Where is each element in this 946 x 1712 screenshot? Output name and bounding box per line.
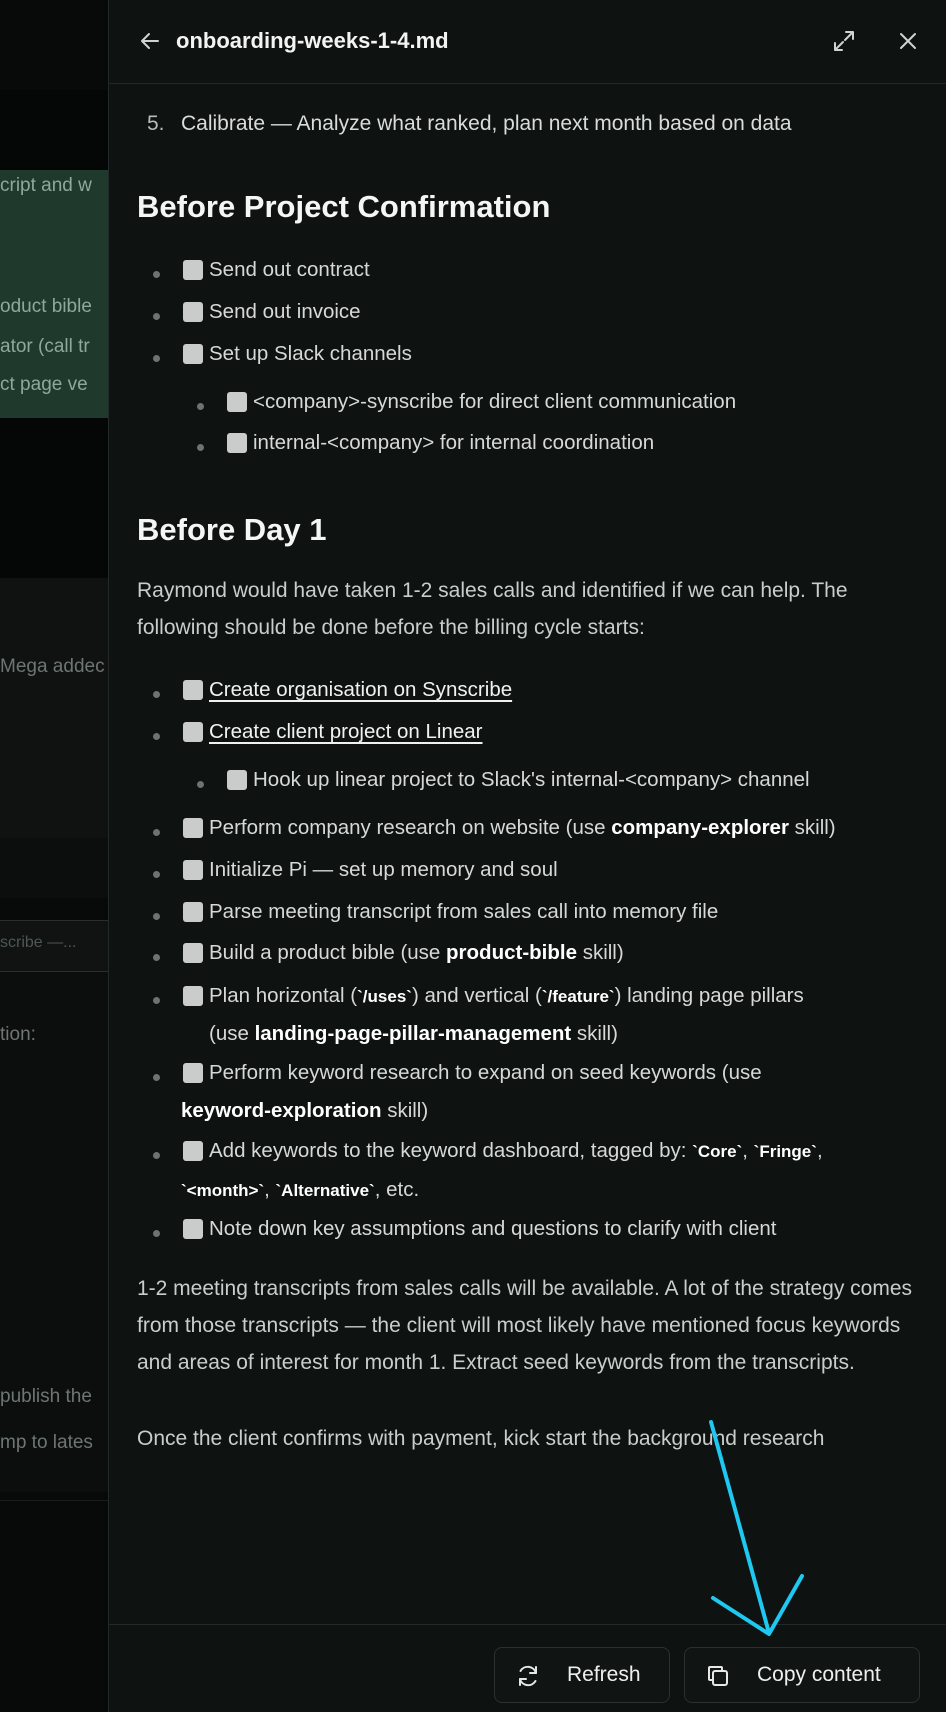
text-part: ,	[816, 1139, 823, 1162]
bg-fragment: ct page ve	[0, 374, 88, 395]
skill-name: landing-page-pillar-management	[254, 1022, 572, 1045]
item-text	[209, 984, 804, 1008]
intro-paragraph: Raymond would have taken 1-2 sales calls and identified if we can help. The following should be done before the billing cycle starts:	[137, 579, 848, 639]
background-app	[0, 0, 110, 1712]
item-text: Send out invoice	[209, 300, 361, 323]
bullet	[197, 403, 204, 410]
list-number: 5.	[147, 112, 165, 135]
text-part: ,	[264, 1178, 276, 1201]
item-text	[181, 1099, 428, 1123]
checkbox[interactable]	[183, 986, 203, 1006]
panel-header	[109, 0, 946, 84]
bg-section	[0, 838, 110, 898]
skill-name: company-explorer	[611, 816, 789, 839]
refresh-button[interactable]	[494, 1647, 670, 1703]
close-icon	[895, 28, 921, 54]
inline-code: `Core`	[692, 1142, 743, 1161]
checkbox[interactable]	[183, 1141, 203, 1161]
refresh-icon	[515, 1663, 541, 1689]
expand-button[interactable]	[831, 28, 857, 54]
text-part: skill)	[571, 1022, 618, 1045]
bg-fragment: tion:	[0, 1024, 36, 1045]
bg-fragment: scribe —...	[0, 934, 77, 951]
bg-fragment: oduct bible	[0, 296, 92, 317]
item-text: Set up Slack channels	[209, 342, 412, 365]
bg-fragment: publish the	[0, 1386, 92, 1407]
inline-code: `/uses`	[357, 987, 412, 1006]
item-text	[209, 816, 836, 840]
expand-icon	[831, 28, 857, 54]
section-heading: Before Project Confirmation	[137, 189, 551, 224]
checkbox[interactable]	[183, 1219, 203, 1239]
bg-section	[0, 1500, 110, 1540]
refresh-label: Refresh	[567, 1663, 641, 1686]
skill-name: product-bible	[446, 941, 577, 964]
bullet	[153, 913, 160, 920]
item-text: Note down key assumptions and questions to clarify with client	[209, 1217, 777, 1240]
body-paragraph: 1-2 meeting transcripts from sales calls will be available. A lot of the strategy comes from those transcripts — the client will most likely have mentioned focus keywords and areas of interest for month 1. Extract seed keywords from the transcripts.	[137, 1277, 913, 1374]
bullet	[197, 444, 204, 451]
item-text: Initialize Pi — set up memory and soul	[209, 858, 558, 881]
item-text: internal-<company> for internal coordination	[253, 431, 655, 454]
markdown-content[interactable]	[137, 84, 937, 1624]
text-part: Plan horizontal (	[209, 984, 358, 1007]
bullet	[153, 733, 160, 740]
body-paragraph: Once the client confirms with payment, kick start the background research	[137, 1427, 825, 1450]
copy-content-button[interactable]	[684, 1647, 920, 1703]
text-part: , etc.	[374, 1178, 420, 1201]
text-part: ) landing page pillars	[614, 984, 804, 1007]
item-text	[209, 941, 624, 965]
bullet	[153, 829, 160, 836]
skill-name: keyword-exploration	[181, 1099, 382, 1122]
checkbox[interactable]	[183, 818, 203, 838]
checkbox[interactable]	[183, 260, 203, 280]
checkbox[interactable]	[183, 344, 203, 364]
bullet	[153, 1074, 160, 1081]
text-part: skill)	[577, 941, 624, 964]
checkbox[interactable]	[227, 770, 247, 790]
text-part: skill)	[788, 816, 836, 839]
checkbox[interactable]	[183, 722, 203, 742]
bullet	[153, 1152, 160, 1159]
item-text: Hook up linear project to Slack's internal-<company> channel	[253, 768, 810, 791]
bullet	[153, 691, 160, 698]
item-text: <company>-synscribe for direct client communication	[253, 390, 737, 413]
checkbox[interactable]	[183, 943, 203, 963]
file-title: onboarding-weeks-1-4.md	[176, 28, 449, 53]
copy-icon	[705, 1663, 731, 1689]
text-part: Add keywords to the keyword dashboard, tagged by:	[209, 1139, 693, 1162]
checkbox[interactable]	[183, 302, 203, 322]
bullet	[153, 871, 160, 878]
item-text: Perform keyword research to expand on seed keywords (use	[209, 1061, 762, 1084]
text-part: ) and vertical (	[411, 984, 542, 1007]
bg-section	[0, 972, 110, 1492]
bullet	[153, 355, 160, 362]
item-text: Send out contract	[209, 258, 370, 281]
file-preview-panel	[108, 0, 946, 1712]
inline-code: `Alternative`	[275, 1181, 375, 1200]
bg-fragment: ator (call tr	[0, 336, 90, 357]
checkbox[interactable]	[227, 433, 247, 453]
bullet	[153, 313, 160, 320]
bg-fragment: cript and w	[0, 175, 92, 196]
bg-section	[0, 418, 110, 578]
section-heading: Before Day 1	[137, 512, 327, 547]
link-create-organisation[interactable]: Create organisation on Synscribe	[209, 678, 513, 701]
bg-section	[0, 90, 110, 170]
item-text	[209, 678, 512, 702]
checkbox[interactable]	[227, 392, 247, 412]
checkbox[interactable]	[183, 1063, 203, 1083]
bullet	[153, 954, 160, 961]
copy-content-label: Copy content	[757, 1663, 881, 1686]
item-text	[209, 1139, 823, 1163]
bg-fragment: Mega addec	[0, 656, 105, 677]
bullet	[153, 997, 160, 1004]
link-create-client-project[interactable]: Create client project on Linear	[209, 720, 483, 743]
bg-section	[0, 578, 110, 838]
panel-footer	[109, 1624, 946, 1712]
text-part: ,	[742, 1139, 754, 1162]
inline-code: `Fringe`	[753, 1142, 817, 1161]
arrow-left-icon	[139, 30, 161, 52]
inline-code: `<month>`	[181, 1181, 265, 1200]
item-text	[181, 1178, 419, 1202]
item-text	[209, 1022, 618, 1046]
text-part: Build a product bible (use	[209, 941, 447, 964]
item-text	[209, 720, 483, 744]
checkbox[interactable]	[183, 680, 203, 700]
close-button[interactable]	[895, 28, 921, 54]
checkbox[interactable]	[183, 902, 203, 922]
back-button[interactable]	[137, 28, 163, 54]
bullet	[153, 1230, 160, 1237]
checkbox[interactable]	[183, 860, 203, 880]
item-text: Parse meeting transcript from sales call into memory file	[209, 900, 719, 923]
text-part: skill)	[381, 1099, 429, 1122]
inline-code: `/feature`	[541, 987, 615, 1006]
text-part: Perform company research on website (use	[209, 816, 612, 839]
list-text: Calibrate — Analyze what ranked, plan next month based on data	[181, 112, 792, 135]
text-part: (use	[209, 1022, 255, 1045]
bullet	[153, 271, 160, 278]
bullet	[197, 781, 204, 788]
bg-fragment: mp to lates	[0, 1432, 93, 1453]
